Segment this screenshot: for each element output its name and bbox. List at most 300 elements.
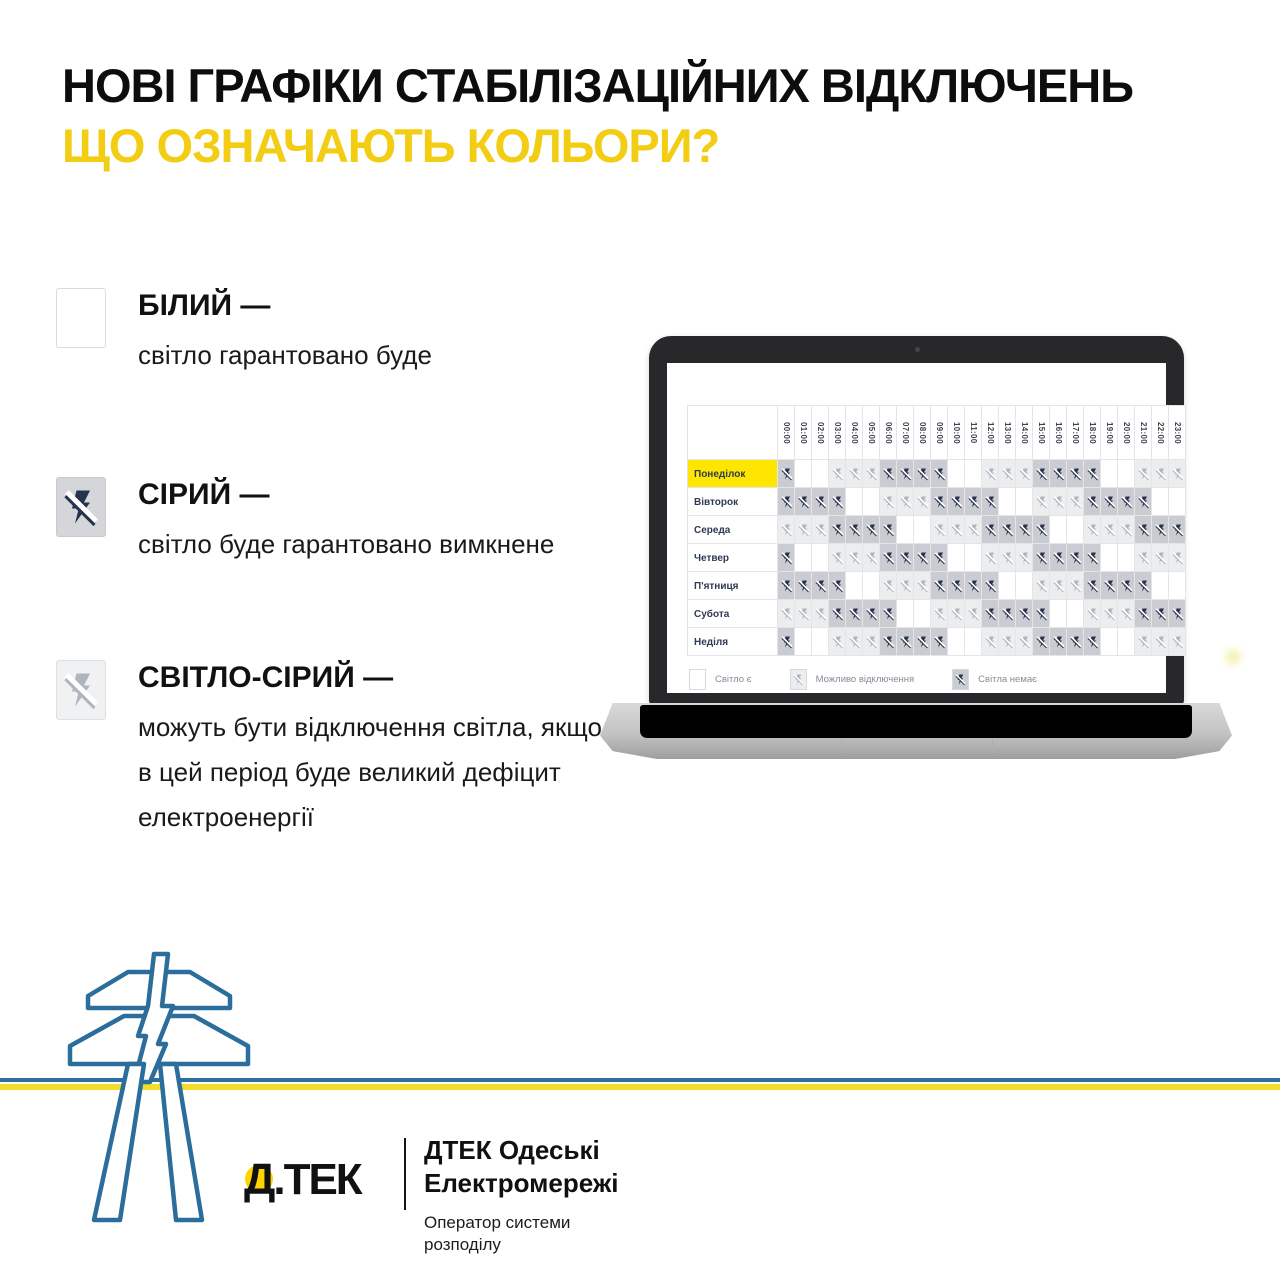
flash-off-icon (1172, 524, 1184, 536)
schedule-cell (812, 544, 829, 572)
schedule-cell (1101, 600, 1118, 628)
schedule-cell (931, 600, 948, 628)
flash-off-icon (951, 496, 963, 508)
flash-off-icon (985, 636, 997, 648)
flash-off-icon (1070, 468, 1082, 480)
schedule-cell (846, 488, 863, 516)
company-name-line1: ДТЕК Одеські (424, 1135, 600, 1165)
schedule-cell (795, 628, 812, 656)
schedule-cell (1118, 600, 1135, 628)
schedule-cell (948, 544, 965, 572)
schedule-cell (914, 600, 931, 628)
flash-off-icon (917, 552, 929, 564)
schedule-cell (1101, 516, 1118, 544)
hour-header: 15:00 (1033, 406, 1050, 460)
flash-off-icon (1053, 552, 1065, 564)
schedule-legend-swatch (790, 669, 807, 690)
flash-off-icon (1019, 468, 1031, 480)
flash-off-icon (1155, 552, 1167, 564)
schedule-cell (880, 628, 897, 656)
swatch-lightgray (56, 660, 106, 720)
flash-off-icon (1087, 468, 1099, 480)
schedule-cell (1050, 516, 1067, 544)
schedule-cell (829, 600, 846, 628)
schedule-cell (812, 460, 829, 488)
schedule-legend-label: Світло є (715, 674, 752, 685)
schedule-cell (1118, 516, 1135, 544)
day-label: Середа (688, 516, 778, 544)
day-label: П'ятниця (688, 572, 778, 600)
hour-header: 04:00 (846, 406, 863, 460)
schedule-cell (1033, 628, 1050, 656)
schedule-cell (863, 516, 880, 544)
flash-off-icon (900, 496, 912, 508)
schedule-cell (1169, 600, 1186, 628)
flash-off-icon (883, 552, 895, 564)
schedule-cell (846, 460, 863, 488)
schedule-cell (999, 600, 1016, 628)
schedule-cell (1101, 460, 1118, 488)
flash-off-icon (1104, 608, 1116, 620)
schedule-cell (795, 572, 812, 600)
day-label: Четвер (688, 544, 778, 572)
flash-off-icon (1053, 496, 1065, 508)
schedule-cell (999, 544, 1016, 572)
schedule-cell (880, 600, 897, 628)
schedule-cell (999, 460, 1016, 488)
schedule-cell (1016, 488, 1033, 516)
company-name-line2: Електромережі (424, 1168, 619, 1198)
hour-header: 01:00 (795, 406, 812, 460)
schedule-cell (1033, 516, 1050, 544)
schedule-cell (982, 488, 999, 516)
schedule-cell (1101, 544, 1118, 572)
flash-off-icon (798, 580, 810, 592)
flash-off-icon (798, 524, 810, 536)
schedule-cell (897, 628, 914, 656)
schedule-cell (982, 600, 999, 628)
schedule-cell (778, 572, 795, 600)
schedule-cell (1050, 628, 1067, 656)
schedule-cell (982, 516, 999, 544)
flash-off-icon (934, 552, 946, 564)
flash-off-icon (1002, 636, 1014, 648)
schedule-cell (982, 628, 999, 656)
flash-off-icon (883, 468, 895, 480)
schedule-cell (880, 460, 897, 488)
flash-off-icon (1155, 636, 1167, 648)
schedule-cell (1169, 572, 1186, 600)
flash-off-icon (917, 496, 929, 508)
flash-off-icon (1036, 552, 1048, 564)
flash-off-icon (832, 608, 844, 620)
flash-off-icon (781, 552, 793, 564)
flash-off-icon (985, 608, 997, 620)
hour-header: 08:00 (914, 406, 931, 460)
schedule-cell (914, 628, 931, 656)
schedule-cell (1135, 460, 1152, 488)
flash-off-icon (1070, 636, 1082, 648)
schedule-legend-item (689, 669, 752, 690)
flash-off-icon (849, 468, 861, 480)
hour-header: 02:00 (812, 406, 829, 460)
flash-off-icon (968, 608, 980, 620)
schedule-cell (846, 600, 863, 628)
flash-off-icon (883, 524, 895, 536)
flash-off-icon (1138, 468, 1150, 480)
schedule-cell (1067, 460, 1084, 488)
legend-desc: можуть бути відключення світла, якщо в цей період буде великий дефіцит електроенергії (138, 712, 602, 832)
schedule-cell (948, 572, 965, 600)
schedule-cell (1050, 600, 1067, 628)
schedule-cell (778, 488, 795, 516)
schedule-cell (1050, 460, 1067, 488)
schedule-cell (1152, 628, 1169, 656)
schedule-cell (829, 628, 846, 656)
brand-divider (404, 1138, 406, 1210)
flash-off-icon (985, 496, 997, 508)
schedule-cell (1084, 600, 1101, 628)
schedule-cell (846, 572, 863, 600)
schedule-cell (846, 628, 863, 656)
schedule-cell (982, 572, 999, 600)
schedule-cell (1118, 544, 1135, 572)
laptop-base (600, 703, 1232, 759)
laptop-lid (649, 336, 1184, 706)
schedule-cell (846, 544, 863, 572)
schedule-legend-label: Світла немає (978, 674, 1037, 685)
flash-off-icon (63, 672, 99, 708)
dtek-logo-text: Д.ТЕК (244, 1155, 361, 1204)
schedule-cell (1016, 544, 1033, 572)
flash-off-icon (1002, 468, 1014, 480)
schedule-cell (1135, 600, 1152, 628)
schedule-cell (1169, 544, 1186, 572)
flash-off-icon (1036, 636, 1048, 648)
schedule-cell (1067, 544, 1084, 572)
flash-off-icon (849, 552, 861, 564)
schedule-cell (880, 488, 897, 516)
schedule-cell (965, 628, 982, 656)
flash-off-icon (1036, 496, 1048, 508)
flash-off-icon (793, 674, 804, 685)
schedule-cell (1033, 600, 1050, 628)
flash-off-icon (1172, 608, 1184, 620)
schedule-cell (1016, 516, 1033, 544)
schedule-cell (1084, 544, 1101, 572)
flash-off-icon (900, 580, 912, 592)
flash-off-icon (1019, 636, 1031, 648)
flash-off-icon (832, 468, 844, 480)
legend-text (138, 660, 608, 840)
flash-off-icon (849, 608, 861, 620)
schedule-cell (1067, 488, 1084, 516)
schedule-cell (1152, 572, 1169, 600)
schedule-legend-item (790, 669, 915, 690)
flash-off-icon (934, 496, 946, 508)
hour-header: 05:00 (863, 406, 880, 460)
flash-off-icon (1036, 580, 1048, 592)
flash-off-icon (934, 524, 946, 536)
schedule-legend-swatch (952, 669, 969, 690)
flash-off-icon (781, 524, 793, 536)
schedule-cell (931, 488, 948, 516)
schedule-cell (812, 628, 829, 656)
flash-off-icon (63, 489, 99, 525)
flash-off-icon (1087, 608, 1099, 620)
schedule-cell (1084, 628, 1101, 656)
schedule-cell (982, 460, 999, 488)
flash-off-icon (1019, 524, 1031, 536)
flash-off-icon (883, 608, 895, 620)
flash-off-icon (1087, 524, 1099, 536)
schedule-table (687, 405, 1186, 656)
schedule-cell (1169, 460, 1186, 488)
flash-off-icon (832, 580, 844, 592)
flash-off-icon (1002, 608, 1014, 620)
schedule-cell (795, 488, 812, 516)
schedule-cell (965, 516, 982, 544)
legend-label: СВІТЛО-СІРИЙ — (138, 661, 394, 694)
company-subtitle-line1: Оператор системи (424, 1213, 571, 1232)
schedule-cell (812, 572, 829, 600)
flash-off-icon (866, 608, 878, 620)
hour-header: 18:00 (1084, 406, 1101, 460)
schedule-cell (778, 544, 795, 572)
schedule-cell (1067, 600, 1084, 628)
flash-off-icon (1070, 496, 1082, 508)
schedule-cell (931, 544, 948, 572)
schedule-legend-swatch (689, 669, 706, 690)
flash-off-icon (1138, 636, 1150, 648)
flash-off-icon (781, 496, 793, 508)
flash-off-icon (934, 636, 946, 648)
schedule-cell (1118, 628, 1135, 656)
schedule-cell (778, 600, 795, 628)
flash-off-icon (1138, 552, 1150, 564)
flash-off-icon (934, 580, 946, 592)
flash-off-icon (1002, 524, 1014, 536)
schedule-cell (914, 572, 931, 600)
schedule-cell (948, 600, 965, 628)
flash-off-icon (1104, 524, 1116, 536)
schedule-cell (914, 544, 931, 572)
schedule-cell (1084, 572, 1101, 600)
flash-off-icon (1121, 496, 1133, 508)
schedule-cell (863, 600, 880, 628)
flash-off-icon (917, 468, 929, 480)
flash-off-icon (866, 636, 878, 648)
flash-off-icon (866, 552, 878, 564)
flash-off-icon (951, 608, 963, 620)
flash-off-icon (798, 496, 810, 508)
flash-off-icon (1172, 636, 1184, 648)
flash-off-icon (781, 608, 793, 620)
schedule-cell (999, 628, 1016, 656)
flash-off-icon (798, 608, 810, 620)
flash-off-icon (1138, 608, 1150, 620)
schedule-cell (931, 572, 948, 600)
flash-off-icon (781, 468, 793, 480)
flash-off-icon (900, 636, 912, 648)
schedule-legend (689, 669, 1063, 690)
flash-off-icon (1138, 580, 1150, 592)
flash-off-icon (1002, 552, 1014, 564)
schedule-cell (1152, 488, 1169, 516)
schedule-cell (948, 628, 965, 656)
schedule-cell (1118, 460, 1135, 488)
hour-header: 00:00 (778, 406, 795, 460)
hour-header: 22:00 (1152, 406, 1169, 460)
hour-header: 21:00 (1135, 406, 1152, 460)
schedule-cell (914, 516, 931, 544)
trackpad-notch (841, 739, 993, 753)
flash-off-icon (1053, 636, 1065, 648)
hour-header: 06:00 (880, 406, 897, 460)
hour-header: 14:00 (1016, 406, 1033, 460)
schedule-cell (829, 572, 846, 600)
power-tower-illustration (8, 948, 260, 1248)
day-label: Вівторок (688, 488, 778, 516)
schedule-cell (1050, 544, 1067, 572)
schedule-cell (999, 488, 1016, 516)
schedule-cell (863, 488, 880, 516)
schedule-cell (1135, 544, 1152, 572)
page-title-line1: НОВІ ГРАФІКИ СТАБІЛІЗАЦІЙНИХ ВІДКЛЮЧЕНЬ (62, 59, 1134, 112)
schedule-cell (812, 516, 829, 544)
laptop-mockup (600, 336, 1232, 768)
flash-off-icon (883, 636, 895, 648)
schedule-cell (1101, 628, 1118, 656)
legend-desc: світло буде гарантовано вимкнене (138, 529, 555, 559)
schedule-cell (965, 572, 982, 600)
brand-names (424, 1134, 619, 1256)
hour-header: 20:00 (1118, 406, 1135, 460)
flash-off-icon (883, 496, 895, 508)
flash-off-icon (985, 580, 997, 592)
flash-off-icon (832, 636, 844, 648)
company-subtitle-line2: розподілу (424, 1235, 501, 1254)
flash-off-icon (1053, 580, 1065, 592)
schedule-cell (1050, 572, 1067, 600)
flash-off-icon (934, 608, 946, 620)
page-title (62, 56, 1222, 176)
schedule-cell (1152, 460, 1169, 488)
schedule-cell (795, 600, 812, 628)
schedule-cell (897, 488, 914, 516)
schedule-cell (812, 488, 829, 516)
legend-text (138, 477, 608, 567)
schedule-cell (795, 460, 812, 488)
webcam-dot-icon (915, 347, 920, 352)
flash-off-icon (1070, 580, 1082, 592)
legend-item (56, 288, 608, 378)
flash-off-icon (832, 524, 844, 536)
schedule-cell (1067, 516, 1084, 544)
schedule-cell (1152, 516, 1169, 544)
schedule-cell (1067, 572, 1084, 600)
flash-off-icon (968, 496, 980, 508)
flash-off-icon (1036, 608, 1048, 620)
schedule-cell (829, 488, 846, 516)
schedule-cell (897, 600, 914, 628)
flash-off-icon (1121, 608, 1133, 620)
legend-item (56, 477, 608, 567)
schedule-cell (829, 460, 846, 488)
flash-off-icon (815, 608, 827, 620)
flash-off-icon (815, 524, 827, 536)
flash-off-icon (1104, 496, 1116, 508)
keyboard (640, 705, 1192, 738)
flash-off-icon (1138, 496, 1150, 508)
flash-off-icon (1172, 468, 1184, 480)
hour-header: 16:00 (1050, 406, 1067, 460)
hour-header: 23:00 (1169, 406, 1186, 460)
flash-off-icon (985, 468, 997, 480)
schedule-cell (1118, 488, 1135, 516)
hour-header: 12:00 (982, 406, 999, 460)
schedule-cell (1135, 516, 1152, 544)
flash-off-icon (985, 552, 997, 564)
hour-header: 10:00 (948, 406, 965, 460)
flash-off-icon (1104, 580, 1116, 592)
schedule-cell (965, 488, 982, 516)
schedule-cell (982, 544, 999, 572)
schedule-legend-item (952, 669, 1037, 690)
schedule-cell (897, 516, 914, 544)
flash-off-icon (1036, 524, 1048, 536)
legend-label: СІРИЙ — (138, 478, 270, 511)
schedule-cell (1033, 460, 1050, 488)
flash-off-icon (934, 468, 946, 480)
schedule-cell (863, 460, 880, 488)
schedule-cell (846, 516, 863, 544)
schedule-cell (1050, 488, 1067, 516)
hour-header: 19:00 (1101, 406, 1118, 460)
schedule-cell (1135, 628, 1152, 656)
flash-off-icon (1019, 552, 1031, 564)
schedule-cell (1033, 544, 1050, 572)
flash-off-icon (917, 636, 929, 648)
legend-item (56, 660, 608, 840)
schedule-cell (1101, 488, 1118, 516)
yellow-accent (1225, 649, 1241, 665)
hour-header: 13:00 (999, 406, 1016, 460)
schedule-cell (965, 600, 982, 628)
hour-header: 07:00 (897, 406, 914, 460)
schedule-cell (1084, 516, 1101, 544)
schedule-cell (948, 516, 965, 544)
schedule-cell (778, 628, 795, 656)
schedule-cell (795, 544, 812, 572)
page-title-line2: ЩО ОЗНАЧАЮТЬ КОЛЬОРИ? (62, 119, 720, 172)
flash-off-icon (1087, 636, 1099, 648)
schedule-cell (1169, 628, 1186, 656)
schedule-cell (1101, 572, 1118, 600)
hour-header: 03:00 (829, 406, 846, 460)
schedule-cell (897, 544, 914, 572)
flash-off-icon (1138, 524, 1150, 536)
schedule-cell (1169, 516, 1186, 544)
schedule-cell (1016, 572, 1033, 600)
schedule-cell (1152, 544, 1169, 572)
day-label: Неділя (688, 628, 778, 656)
schedule-cell (1033, 572, 1050, 600)
schedule-cell (1152, 600, 1169, 628)
schedule-cell (863, 628, 880, 656)
flash-off-icon (1087, 552, 1099, 564)
schedule-cell (999, 516, 1016, 544)
